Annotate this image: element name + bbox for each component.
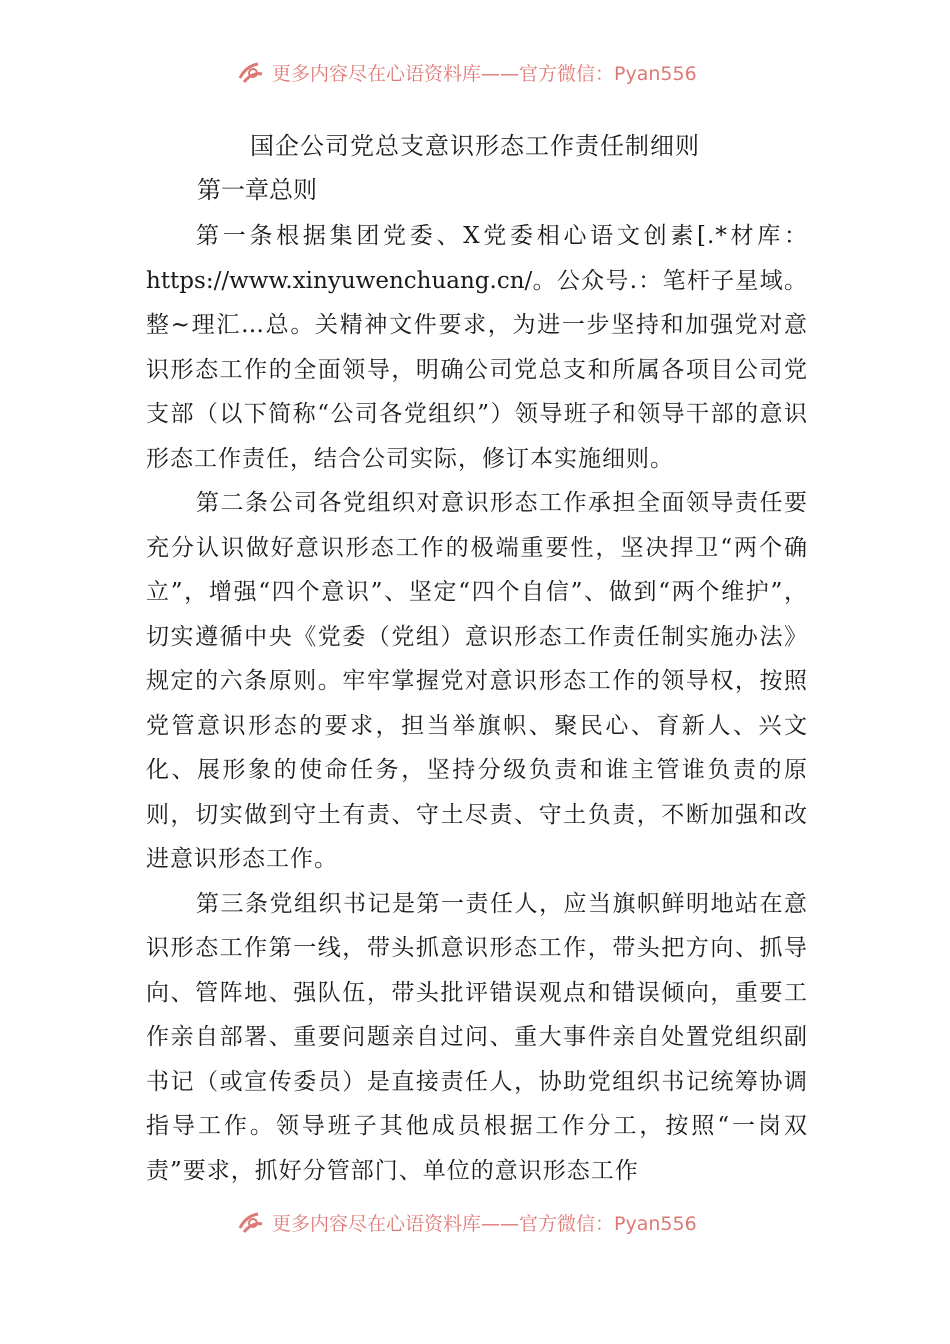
chapter-heading: 第一章总则 (197, 176, 317, 204)
brand-logo-icon (236, 58, 266, 86)
article-1-text-start: 第一条根据集团党委、X党委相心语文创素[.*材库： (196, 223, 808, 249)
watermark-text: 更多内容尽在心语资料库——官方微信：Pyan556 (272, 62, 697, 85)
article-1-text-end: 。公众号.：笔杆子星域。整~理汇…总。关精神文件要求，为进一步坚持和加强党对意识形态工作的全面领导，明确公司党总支和所属各项目公司党支部（以下简称“公司各党组织”）领导班子和领导干部的意识形态工作责任，结合公司实际，修订本实施细则。 (146, 267, 808, 472)
brand-logo-icon (236, 1208, 266, 1236)
watermark-text: 更多内容尽在心语资料库——官方微信：Pyan556 (272, 1212, 697, 1235)
article-2-paragraph: 第二条公司各党组织对意识形态工作承担全面领导责任要充分认识做好意识形态工作的极端重要性，坚决捍卫“两个确立”，增强“四个意识”、坚定“四个自信”、做到“两个维护”，切实遵循中央《党委（党组）意识形态工作责任制实施办法》规定的六条原则。牢牢掌握党对意识形态工作的领导权，按照党管意识形态的要求，担当举旗帜、聚民心、育新人、兴文化、展形象的使命任务，坚持分级负责和谁主管谁负责的原则，切实做到守土有责、守土尽责、守土负责，不断加强和改进意识形态工作。 (146, 490, 808, 872)
article-1-url: https://www.xinyuwenchuang.cn/ (146, 267, 533, 294)
document-title: 国企公司党总支意识形态工作责任制细则 (250, 132, 700, 160)
article-3-paragraph: 第三条党组织书记是第一责任人，应当旗帜鲜明地站在意识形态工作第一线，带头抓意识形态工作，带头把方向、抓导向、管阵地、强队伍，带头批评错误观点和错误倾向，重要工作亲自部署、重要问题亲自过问、重大事件亲自处置党组织副书记（或宣传委员）是直接责任人，协助党组织书记统筹协调指导工作。领导班子其他成员根据工作分工，按照“一岗双责”要求，抓好分管部门、单位的意识形态工作 (146, 890, 808, 1184)
article-1-paragraph (146, 214, 808, 481)
document-body (146, 214, 808, 1193)
header-watermark-banner (236, 57, 716, 87)
footer-watermark-banner (236, 1207, 716, 1237)
